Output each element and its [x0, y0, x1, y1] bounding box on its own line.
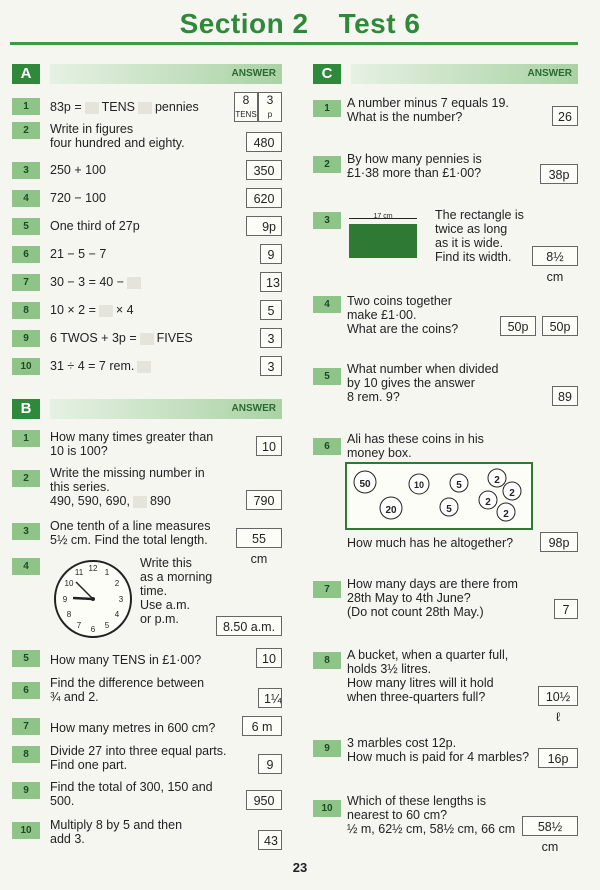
answer-box[interactable]: 98p [540, 532, 578, 552]
blank-box [127, 277, 141, 289]
answer-box[interactable]: 3 p [258, 92, 282, 122]
clock-numeral: 3 [118, 595, 124, 604]
question-b8: 8 Divide 27 into three equal parts. Find one part. 9 [12, 744, 282, 778]
blank-box [137, 361, 151, 373]
left-column [12, 64, 282, 854]
answer-box[interactable]: 790 [246, 490, 282, 510]
answer-box[interactable]: 6 m [242, 716, 282, 736]
answer-box[interactable]: 480 [246, 132, 282, 152]
clock-numeral: 11 [74, 568, 84, 577]
coin-2: 2 [485, 497, 491, 508]
question-a3: 3 250 + 100 350 [12, 160, 282, 184]
question-c8: 8 A bucket, when a quarter full, holds 3½ litres. How many litres will it hold when three-quarters full? 10½ ℓ [313, 648, 578, 708]
section-title: Section 2 [179, 8, 309, 39]
coin-50: 50 [359, 479, 371, 490]
money-box-illustration [345, 462, 533, 530]
answer-box[interactable]: 50p [500, 316, 536, 336]
section-letter: C [313, 64, 341, 84]
answer-box[interactable]: 7 [554, 599, 578, 619]
question-c3: 3 17 cm The rectangle is twice as long as it is wide. Find its width. 8½ cm [313, 208, 578, 272]
blank-box [140, 333, 154, 345]
answer-box[interactable]: 9 [258, 754, 282, 774]
dimension-line [349, 218, 417, 219]
coin-2: 2 [494, 475, 500, 486]
answer-box[interactable]: 58½ cm [522, 816, 578, 836]
blank-box [138, 102, 152, 114]
question-b5: 5 How many TENS in £1·00? 10 [12, 648, 282, 672]
question-a10: 10 31 ÷ 4 = 7 rem. 3 [12, 356, 282, 380]
question-c2: 2 By how many pennies is £1·38 more than £1·00? 38p [313, 152, 578, 186]
clock-numeral: 1 [104, 568, 110, 577]
question-c10: 10 Which of these lengths is nearest to 60 cm? ½ m, 62½ cm, 58½ cm, 66 cm 58½ cm [313, 794, 578, 840]
section-c-header [313, 64, 578, 84]
question-c7: 7 How many days are there from 28th May to 4th June? (Do not count 28th May.) 7 [313, 577, 578, 623]
answer-box[interactable]: 350 [246, 160, 282, 180]
blank-box [99, 305, 113, 317]
question-a7: 7 30 − 3 = 40 − 13 [12, 272, 282, 296]
answer-box[interactable]: 8½ cm [532, 246, 578, 266]
section-letter: A [12, 64, 40, 84]
answer-box[interactable]: 38p [540, 164, 578, 184]
answer-box[interactable]: 10½ ℓ [538, 686, 578, 706]
right-column [313, 64, 578, 854]
question-c6: 6 Ali has these coins in his money box. 50 20 10 5 5 2 2 2 2 How much has he altogether? 98p [313, 432, 578, 552]
test-title: Test 6 [338, 8, 421, 39]
question-b10: 10 Multiply 8 by 5 and then add 3. 43 [12, 818, 282, 852]
question-b6: 6 Find the difference between ¾ and 2. 1¼ [12, 676, 282, 710]
answer-label: ANSWER [231, 403, 276, 414]
answer-box[interactable]: 16p [538, 748, 578, 768]
section-b-header [12, 399, 282, 419]
question-a6: 6 21 − 5 − 7 9 [12, 244, 282, 268]
question-b4: 4 12 1 2 3 4 5 6 7 8 9 10 11 Write this as a morning time. Use a.m. or p.m. 8.50 a.m. [12, 556, 282, 642]
answer-box[interactable]: 10 [256, 648, 282, 668]
clock-icon [52, 558, 134, 640]
clock-numeral: 9 [62, 595, 68, 604]
answer-box[interactable]: 13 [260, 272, 282, 292]
clock-numeral: 8 [66, 610, 72, 619]
page-title [0, 8, 600, 40]
answer-box[interactable]: 9p [246, 216, 282, 236]
answer-box[interactable]: 55 cm [236, 528, 282, 548]
answer-box[interactable]: 5 [260, 300, 282, 320]
answer-box[interactable]: 89 [552, 386, 578, 406]
coin-2: 2 [509, 488, 515, 499]
answer-box[interactable]: 9 [260, 244, 282, 264]
section-a-header [12, 64, 282, 84]
clock-numeral: 4 [114, 610, 120, 619]
question-a9: 9 6 TWOS + 3p = FIVES 3 [12, 328, 282, 352]
answer-box[interactable]: 3 [260, 356, 282, 376]
question-b9: 9 Find the total of 300, 150 and 500. 950 [12, 780, 282, 814]
answer-box[interactable]: 1¼ [258, 688, 282, 708]
clock-numeral: 12 [88, 564, 98, 573]
coin-20: 20 [385, 505, 397, 516]
question-b7: 7 How many metres in 600 cm? 6 m [12, 716, 282, 740]
answer-box[interactable]: 950 [246, 790, 282, 810]
coin-2: 2 [503, 509, 509, 520]
question-a2: 2 Write in figures four hundred and eighty. 480 [12, 122, 282, 154]
dimension-label: 17 cm [373, 213, 393, 220]
question-a1: 1 83p = TENS pennies 8 TENS 3 p [12, 92, 282, 122]
question-number: 1 [12, 98, 40, 115]
blank-box [85, 102, 99, 114]
section-letter: B [12, 399, 40, 419]
title-rule [10, 42, 578, 45]
coin-5: 5 [446, 504, 452, 515]
blank-box [133, 496, 147, 508]
answer-box[interactable]: 620 [246, 188, 282, 208]
answer-label: ANSWER [231, 68, 276, 79]
answer-box[interactable]: 3 [260, 328, 282, 348]
clock-numeral: 7 [76, 621, 82, 630]
question-c5: 5 What number when divided by 10 gives the answer 8 rem. 9? 89 [313, 362, 578, 408]
clock-numeral: 6 [90, 625, 96, 634]
clock-numeral: 2 [114, 579, 120, 588]
answer-box[interactable]: 50p [542, 316, 578, 336]
answer-box[interactable]: 43 [258, 830, 282, 850]
answer-label: ANSWER [527, 68, 572, 79]
answer-box[interactable]: 8.50 a.m. [216, 616, 282, 636]
question-c4: 4 Two coins together make £1·00. What are the coins? 50p 50p [313, 294, 578, 340]
page-number: 23 [292, 860, 308, 875]
question-c9: 9 3 marbles cost 12p. How much is paid for 4 marbles? 16p [313, 736, 578, 770]
rectangle-shape [349, 224, 417, 258]
question-a4: 4 720 − 100 620 [12, 188, 282, 212]
question-b2: 2 Write the missing number in this series. 490, 590, 690, 890 790 [12, 466, 282, 512]
question-c1: 1 A number minus 7 equals 19. What is the number? 26 [313, 96, 578, 130]
question-a5: 5 One third of 27p 9p [12, 216, 282, 240]
question-a8: 8 10 × 2 = × 4 5 [12, 300, 282, 324]
question-b1: 1 How many times greater than 10 is 100? 10 [12, 428, 282, 460]
coin-5: 5 [456, 480, 462, 491]
answer-box[interactable]: 26 [552, 106, 578, 126]
clock-numeral: 10 [64, 579, 74, 588]
answer-box[interactable]: 8 TENS [234, 92, 258, 122]
answer-box[interactable]: 10 [256, 436, 282, 456]
question-b3: 3 One tenth of a line measures 5½ cm. Find the total length. 55 cm [12, 519, 282, 551]
coin-10: 10 [413, 480, 425, 490]
clock-numeral: 5 [104, 621, 110, 630]
